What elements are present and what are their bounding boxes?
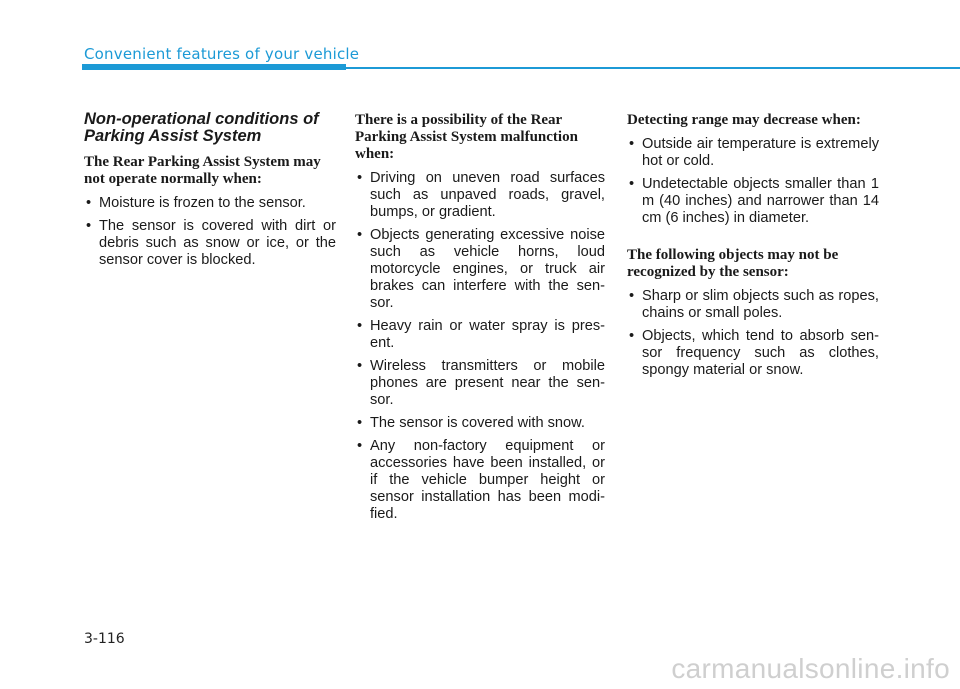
header-accent-bar xyxy=(82,64,346,70)
bullet-list-column-2 xyxy=(355,170,605,523)
subheading-malfunction: There is a possibility of the Rear Parking Assist System malfunction when: xyxy=(355,112,578,162)
subheading-unrecognized-objects: The following objects may not be recognized by the sensor: xyxy=(627,247,839,280)
section-heading: Non-operational conditions of Parking Assist System xyxy=(84,110,319,145)
bullet-list-unrecognized-objects xyxy=(627,288,879,379)
list-item: • Objects generating excessive noise such as vehicle horns, loud motorcycle engines, or truck air brakes can interfere with the sen-sor. xyxy=(355,227,605,312)
list-item: • The sensor is covered with snow. xyxy=(355,415,605,432)
list-item: • Wireless transmitters or mobile phones are present near the sen-sor. xyxy=(355,358,605,409)
list-item: • Driving on uneven road surfaces such as unpaved roads, gravel, bumps, or gradient. xyxy=(355,170,605,221)
list-item: • Heavy rain or water spray is pres-ent. xyxy=(355,318,605,352)
subheading-rear-pas-conditions: The Rear Parking Assist System may not operate normally when: xyxy=(84,154,321,187)
watermark-text: carmanualsonline.info xyxy=(671,653,950,684)
bullet-list-column-1 xyxy=(84,195,336,269)
section-header-title: Convenient features of your vehicle xyxy=(84,45,360,63)
header-rule-line xyxy=(346,67,960,69)
column-2 xyxy=(355,112,605,529)
list-item: • Outside air temperature is extremely hot or cold. xyxy=(627,136,879,170)
list-item: • Moisture is frozen to the sensor. xyxy=(84,195,336,212)
column-3 xyxy=(627,112,879,385)
bullet-list-detecting-range xyxy=(627,136,879,227)
list-item: • Any non-factory equipment or accessories have been installed, or if the vehicle bumper height or sensor installation has been modi-fied. xyxy=(355,438,605,523)
list-item: • Sharp or slim objects such as ropes, chains or small poles. xyxy=(627,288,879,322)
subheading-detecting-range: Detecting range may decrease when: xyxy=(627,112,861,128)
list-item: • Undetectable objects smaller than 1 m (40 inches) and narrower than 14 cm (6 inches) in diameter. xyxy=(627,176,879,227)
column-1 xyxy=(84,111,336,275)
page-number: 3-116 xyxy=(84,631,125,647)
list-item: • The sensor is covered with dirt or debris such as snow or ice, or the sensor cover is blocked. xyxy=(84,218,336,269)
list-item: • Objects, which tend to absorb sen-sor frequency such as clothes, spongy material or snow. xyxy=(627,328,879,379)
